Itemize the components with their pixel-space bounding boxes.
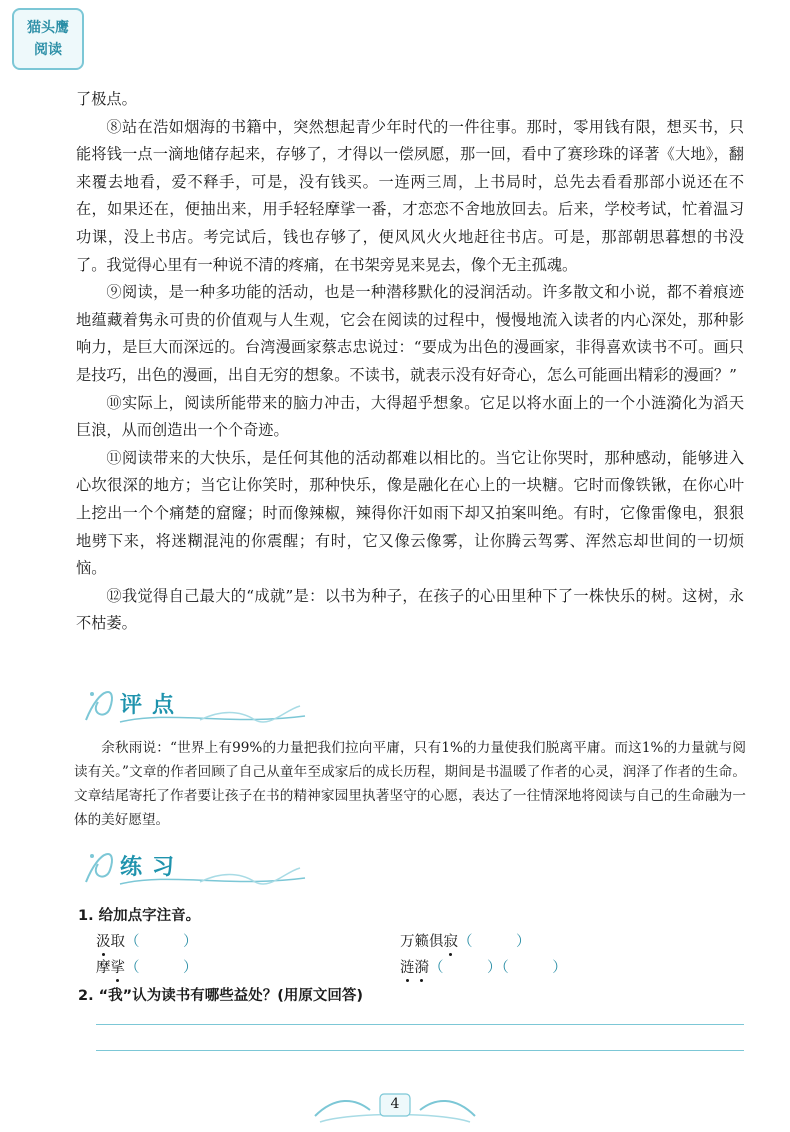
dotted-char: 汲 — [96, 930, 111, 951]
paragraph-8: ⑧站在浩如烟海的书籍中，突然想起青少年时代的一件往事。那时，零用钱有限，想买书，只能将钱一点一滴地储存起来，存够了，才得以一偿夙愿，那一回，看中了赛珍珠的译著《大地》，翻来覆去地看，爱不释手，可是，没有钱买。一连两三周，上书局时，总先去看看那部小说还在不在，如果还在，便抽出来，用手轻轻摩挲一番，才恋恋不舍地放回去。后来，学校考试，忙着温习功课，没上书店。考完试后，钱也存够了，便风风火火地赶往书店。可是，那部朝思暮想的书没了。我觉得心里有一种说不清的疼痛，在书架旁晃来晃去，像个无主孤魂。 — [76, 117, 744, 274]
swirl-ornament-icon — [80, 680, 310, 730]
dotted-char: 漪 — [415, 956, 430, 977]
comment-section-header — [80, 680, 310, 730]
article-body — [76, 86, 744, 638]
page-number: 4 — [390, 1096, 400, 1112]
question-1 — [78, 904, 748, 925]
pinyin-item-2 — [400, 930, 531, 951]
dotted-char: 涟 — [400, 956, 415, 977]
answer-line[interactable] — [96, 1024, 744, 1025]
plain-char: 摩 — [96, 960, 111, 976]
logo-line-2: 阅读 — [34, 42, 62, 58]
paragraph-10: ⑩实际上，阅读所能带来的脑力冲击，大得超乎想象。它足以将水面上的一个小涟漪化为滔天巨浪，从而创造出一个个奇迹。 — [76, 393, 744, 440]
paragraph-11: ⑪阅读带来的大快乐，是任何其他的活动都难以相比的。当它让你哭时，那种感动，能够进入心坎很深的地方；当它让你笑时，那种快乐，像是融化在心上的一块糖。它时而像铁锹，在你心叶上挖出一个个痛楚的窟窿；时而像辣椒，辣得你汗如雨下却又拍案叫绝。有时，它像雷像电，狠狠地劈下来，将迷糊混沌的你震醒；有时，它又像云像雾，让你腾云驾雾、浑然忘却世间的一切烦恼。 — [76, 448, 744, 578]
dotted-char: 寂 — [444, 930, 459, 951]
dotted-char: 挲 — [111, 956, 126, 977]
question-1-label: 1. 给加点字注音。 — [78, 908, 201, 924]
paragraph-continuation: 了极点。 — [76, 90, 137, 108]
series-logo — [12, 8, 84, 70]
answer-line[interactable] — [96, 1050, 744, 1051]
question-2 — [78, 984, 748, 1005]
pinyin-item-3 — [96, 956, 198, 977]
question-2-label: 2. “我”认为读书有哪些益处？(用原文回答) — [78, 988, 363, 1004]
page-footer — [310, 1086, 480, 1126]
answer-blank[interactable]: （ ） — [458, 934, 531, 950]
comment-title: 评点 — [120, 693, 185, 718]
answer-blank[interactable]: （ ） — [125, 934, 198, 950]
swirl-ornament-icon — [80, 842, 310, 892]
paragraph-9: ⑨阅读，是一种多功能的活动，也是一种潜移默化的浸润活动。许多散文和小说，都不着痕迹地蕴藏着隽永可贵的价值观与人生观，它会在阅读的过程中，慢慢地流入读者的内心深处，那种影响力，是巨大而深远的。台湾漫画家蔡志忠说过：“要成为出色的漫画家，非得喜欢读书不可。画只是技巧，出色的漫画，出自无穷的想象。不读书，就表示没有好奇心，怎么可能画出精彩的漫画？” — [76, 283, 744, 384]
comment-body — [74, 736, 746, 832]
pinyin-item-1 — [96, 930, 198, 951]
comment-text: 余秋雨说：“世界上有99%的力量把我们拉向平庸，只有1%的力量使我们脱离平庸。而这1%的力量就与阅读有关。”文章的作者回顾了自己从童年至成家后的成长历程，期间是书温暖了作者的心灵，润泽了作者的生命。文章结尾寄托了作者要让孩子在书的精神家园里执著坚守的心愿，表达了一往情深地将阅读与自己的生命融为一体的美好愿望。 — [74, 740, 746, 828]
pinyin-item-4 — [400, 956, 567, 977]
plain-char: 万籁俱 — [400, 934, 444, 950]
answer-blank[interactable]: （ ） — [501, 960, 567, 976]
exercise-title: 练习 — [120, 855, 185, 880]
answer-blank[interactable]: （ ） — [429, 960, 502, 976]
paragraph-12: ⑫我觉得自己最大的“成就”是：以书为种子，在孩子的心田里种下了一株快乐的树。这树，永不枯萎。 — [76, 586, 744, 633]
logo-line-1: 猫头鹰 — [27, 20, 69, 36]
plain-char: 取 — [110, 934, 125, 950]
exercise-section-header — [80, 842, 310, 892]
answer-blank[interactable]: （ ） — [125, 960, 198, 976]
